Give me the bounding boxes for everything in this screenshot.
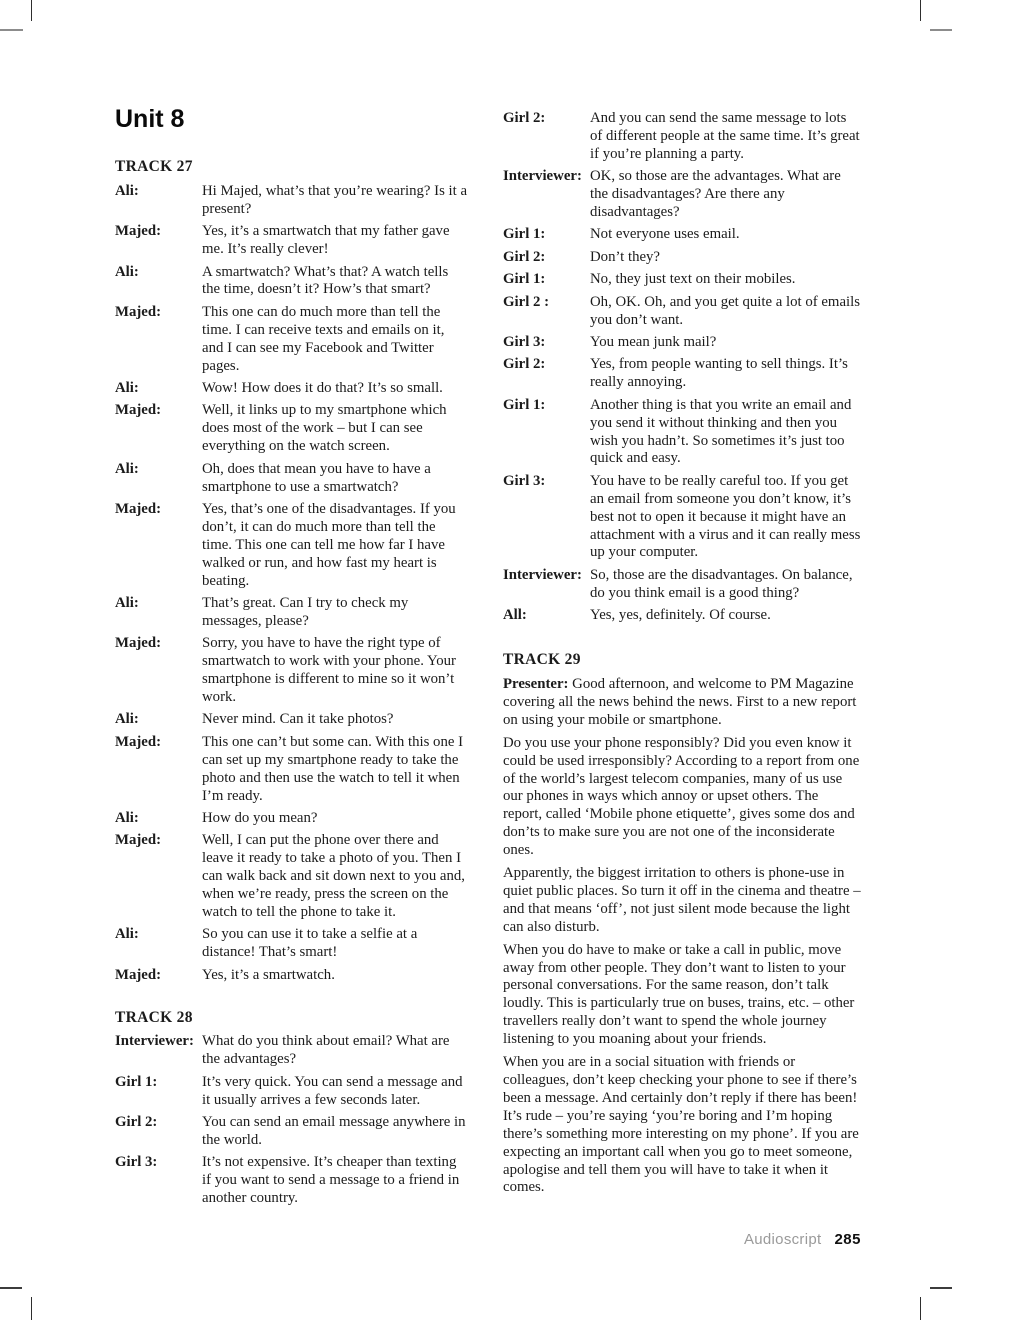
speaker-label: All: (503, 607, 527, 624)
footer-page-number: 285 (834, 1231, 861, 1248)
speaker-label: Ali: (115, 809, 139, 826)
dialogue-entry (503, 110, 861, 164)
speaker-label: Interviewer: (115, 1033, 194, 1050)
dialogue-text: Don’t they? (590, 248, 660, 265)
speaker-label: Ali: (115, 711, 139, 728)
dialogue-text: Yes, from people wanting to sell things. It’s really annoying. (590, 356, 848, 391)
speaker-label: Girl 1: (503, 271, 546, 288)
left-column (115, 106, 469, 1213)
dialogue-entry (503, 607, 861, 625)
crop-mark-top-left-horizontal (0, 29, 23, 31)
dialogue-entry (115, 461, 469, 497)
track-28-entries-left (115, 1033, 469, 1208)
speaker-label: Girl 3: (503, 472, 546, 489)
page-footer (503, 1232, 861, 1248)
track-28-entries-right (503, 110, 861, 625)
speaker-label: Majed: (115, 966, 162, 983)
dialogue-entry (503, 226, 861, 244)
monologue-paragraph: Do you use your phone responsibly? Did you even know it could be used irresponsibly? According to a report from one of the world’s largest telecom companies, many of us use our phones in ways which annoy or upset others. The report, called ‘Mobile phone etiquette’, gives some dos and don’ts to make sure you are not one of the inconsiderate ones. (503, 734, 860, 859)
dialogue-text: This one can do much more than tell the time. I can receive texts and emails on it, and I can see my Facebook and Twitter pages. (202, 303, 445, 374)
dialogue-entry (503, 249, 861, 267)
dialogue-text: Well, it links up to my smartphone which does most of the work – but I can see everything on the watch screen. (202, 402, 447, 455)
dialogue-text: Wow! How does it do that? It’s so small. (202, 379, 443, 396)
track-27-heading: TRACK 27 (115, 158, 193, 175)
dialogue-text: It’s very quick. You can send a message and it usually arrives a few seconds later. (202, 1073, 463, 1108)
dialogue-text: What do you think about email? What are the advantages? (202, 1033, 450, 1068)
dialogue-text: Yes, that’s one of the disadvantages. If you don’t, it can do much more than tell the time. This one can tell me how far I have walked or run, and how fast my heart is beating. (202, 500, 456, 589)
speaker-label: Girl 1: (503, 226, 546, 243)
speaker-label: Ali: (115, 594, 139, 611)
right-column (503, 110, 861, 1202)
crop-mark-bottom-left-horizontal (0, 1287, 22, 1289)
dialogue-text: Oh, OK. Oh, and you get quite a lot of emails you don’t want. (590, 293, 860, 328)
dialogue-text: OK, so those are the advantages. What are the disadvantages? Are there any disadvantages? (590, 168, 841, 221)
crop-mark-bottom-right-horizontal (930, 1287, 952, 1289)
speaker-label: Majed: (115, 832, 162, 849)
dialogue-text: It’s not expensive. It’s cheaper than texting if you want to send a message to a friend in another country. (202, 1154, 460, 1207)
speaker-label: Ali: (115, 379, 139, 396)
dialogue-entry (115, 595, 469, 631)
dialogue-text: Oh, does that mean you have to have a smartphone to use a smartwatch? (202, 460, 431, 495)
speaker-label: Majed: (115, 402, 162, 419)
speaker-label: Girl 3: (503, 333, 546, 350)
monologue-paragraph: Apparently, the biggest irritation to others is phone-use in quiet public places. So turn it off in the cinema and theatre – and that means ‘off’, not just silent mode because the light can also disturb. (503, 865, 861, 935)
dialogue-text: How do you mean? (202, 809, 318, 826)
dialogue-entry (503, 397, 861, 469)
track-28-heading: TRACK 28 (115, 1008, 193, 1026)
dialogue-entry (115, 635, 469, 707)
dialogue-entry (115, 734, 469, 806)
dialogue-text: Sorry, you have to have the right type of smartwatch to work with your phone. Your smartphone is different to mine so it won’t work. (202, 635, 456, 705)
dialogue-entry (503, 294, 861, 330)
speaker-label: Ali: (115, 460, 139, 477)
track-29-paragraphs (503, 676, 861, 1197)
dialogue-text: So you can use it to take a selfie at a distance! That’s smart! (202, 926, 418, 961)
dialogue-text: Never mind. Can it take photos? (202, 711, 394, 728)
crop-mark-bottom-left-vertical (31, 1297, 32, 1320)
dialogue-text: Well, I can put the phone over there and leave it ready to take a photo of you. Then I can walk back and sit down next to you and, when we’re ready, press the screen on the watch to tell the phone to take it. (202, 832, 465, 920)
dialogue-text: And you can send the same message to lots of different people at the same time. It’s great if you’re planning a party. (590, 110, 860, 162)
crop-mark-top-right-vertical (920, 0, 921, 21)
crop-mark-top-right-horizontal (930, 29, 952, 31)
footer-section-label: Audioscript (743, 1231, 822, 1248)
dialogue-entry (115, 926, 469, 962)
speaker-label: Girl 3: (115, 1154, 158, 1171)
dialogue-entry (115, 810, 469, 828)
dialogue-entry (503, 473, 861, 563)
speaker-label: Ali: (115, 263, 139, 280)
dialogue-entry (115, 832, 469, 922)
speaker-label: Girl 2 : (503, 293, 550, 310)
dialogue-text: You have to be really careful too. If you get an email from someone you don’t know, it’s best not to open it because it might have an attachment with a virus and it can really mess up your computer. (590, 472, 861, 561)
monologue-paragraph: Presenter: Good afternoon, and welcome to PM Magazine covering all the news behind the news. First to a new report on using your mobile or smartphone. (503, 675, 857, 728)
dialogue-text: Yes, it’s a smartwatch. (202, 966, 335, 983)
dialogue-text: Hi Majed, what’s that you’re wearing? Is it a present? (202, 182, 468, 217)
dialogue-entry (115, 501, 469, 591)
dialogue-text: Another thing is that you write an email and you send it without thinking and then you wish you hadn’t. So sometimes it’s just too quick and easy. (590, 396, 852, 467)
speaker-label: Girl 1: (115, 1073, 158, 1090)
dialogue-text: So, those are the disadvantages. On balance, do you think email is a good thing? (590, 566, 853, 601)
speaker-label: Girl 1: (503, 396, 546, 413)
track-27-entries (115, 183, 469, 985)
crop-mark-bottom-right-vertical (920, 1297, 921, 1320)
dialogue-entry (115, 223, 469, 259)
dialogue-entry (115, 711, 469, 729)
monologue-paragraph: When you are in a social situation with friends or colleagues, don’t keep checking your phone to see if there’s been a message. And certainly don’t reply if there has been! It’s rude – you’re saying ‘you’re boring and I’m hoping there’s something more interesting on my phone’. If you are expecting an important call when you go to meet someone, apologise and tell them you will have to take it when it comes. (503, 1054, 859, 1196)
unit-title: Unit 8 (115, 105, 185, 133)
dialogue-entry (115, 1074, 469, 1110)
dialogue-text: No, they just text on their mobiles. (590, 271, 796, 288)
speaker-label: Interviewer: (503, 168, 582, 185)
dialogue-entry (503, 334, 861, 352)
dialogue-entry (115, 380, 469, 398)
monologue-paragraph: When you do have to make or take a call in public, move away from other people. They don’t want to listen to your personal conversations. For the same reason, don’t talk loudly. This is particularly true on buses, trains, etc. – other travellers really don’t want to spend the whole journey listening to you moaning about your friends. (503, 941, 855, 1048)
speaker-label: Ali: (115, 182, 139, 199)
speaker-label: Girl 2: (115, 1114, 158, 1131)
dialogue-entry (115, 1154, 469, 1208)
dialogue-entry (115, 402, 469, 456)
track-29-heading: TRACK 29 (503, 651, 581, 669)
dialogue-text: That’s great. Can I try to check my messages, please? (202, 594, 409, 629)
dialogue-entry (115, 183, 469, 219)
speaker-label: Girl 2: (503, 110, 546, 126)
speaker-label: Girl 2: (503, 356, 546, 373)
dialogue-entry (503, 567, 861, 603)
speaker-label: Ali: (115, 926, 139, 943)
dialogue-text: You can send an email message anywhere in the world. (202, 1114, 466, 1148)
dialogue-entry (115, 264, 469, 300)
dialogue-text: This one can’t but some can. With this one I can set up my smartphone ready to take the photo and then use the watch to tell it when I’m ready. (202, 733, 464, 804)
dialogue-text: Yes, it’s a smartwatch that my father gave me. It’s really clever! (202, 223, 450, 258)
dialogue-entry (115, 1033, 469, 1069)
speaker-label: Majed: (115, 733, 162, 750)
dialogue-entry (115, 304, 469, 376)
speaker-label: Majed: (115, 303, 162, 320)
dialogue-text: Yes, yes, definitely. Of course. (590, 607, 771, 624)
dialogue-entry (115, 967, 469, 985)
dialogue-entry (115, 1114, 469, 1150)
speaker-label: Majed: (115, 223, 162, 240)
speaker-label: Majed: (115, 500, 162, 517)
dialogue-entry (503, 168, 861, 222)
speaker-label: Majed: (115, 635, 162, 652)
dialogue-text: A smartwatch? What’s that? A watch tells the time, doesn’t it? How’s that smart? (202, 263, 449, 298)
crop-mark-top-left-vertical (31, 0, 32, 21)
dialogue-entry (503, 271, 861, 289)
speaker-label: Girl 2: (503, 248, 546, 265)
dialogue-text: You mean junk mail? (590, 333, 717, 350)
presenter-label: Presenter: (503, 675, 573, 692)
dialogue-text: Not everyone uses email. (590, 226, 740, 243)
dialogue-entry (503, 356, 861, 392)
speaker-label: Interviewer: (503, 566, 582, 583)
